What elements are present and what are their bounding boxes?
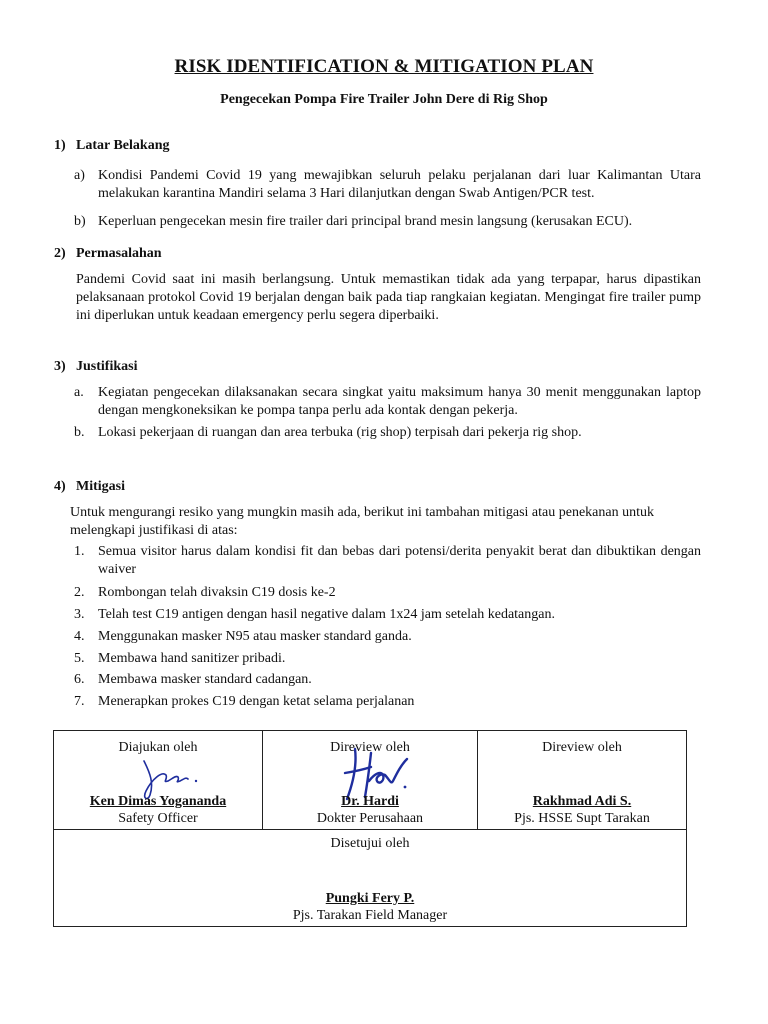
- list-item: 1. Semua visitor harus dalam kondisi fit dan bebas dari potensi/derita penyakit berat dan dibuktikan dengan waiver: [74, 544, 701, 577]
- list-item: 5. Membawa hand sanitizer pribadi.: [74, 651, 286, 666]
- section-heading-justifikasi: 3) Justifikasi: [54, 359, 138, 374]
- list-item: 7. Menerapkan prokes C19 dengan ketat selama perjalanan: [74, 694, 415, 709]
- signature-cell-reviewer-hsse: Direview oleh Rakhmad Adi S. Pjs. HSSE Supt Tarakan: [478, 731, 687, 830]
- section-heading-mitigasi: 4) Mitigasi: [54, 479, 125, 494]
- section-intro: Untuk mengurangi resiko yang mungkin masih ada, berikut ini tambahan mitigasi atau penekanan untuk melengkapi justifikasi di atas:: [70, 505, 654, 538]
- list-item: 4. Menggunakan masker N95 atau masker standard ganda.: [74, 629, 412, 644]
- signature-cell-approver: Disetujui oleh Pungki Fery P. Pjs. Tarakan Field Manager: [54, 830, 687, 927]
- list-item: 3. Telah test C19 antigen dengan hasil negative dalam 1x24 jam setelah kedatangan.: [74, 607, 555, 622]
- list-item: b) Keperluan pengecekan mesin fire trailer dari principal brand mesin langsung (kerusakan ECU).: [74, 214, 633, 229]
- signature-table: [53, 730, 687, 927]
- section-paragraph: Pandemi Covid saat ini masih berlangsung. Untuk memastikan tidak ada yang terpapar, harus dipastikan pelaksanaan protokol Covid 19 berjalan dengan baik pada tiap rangkaian kegiatan. Mengingat fire trailer pump ini diperlukan untuk keadaan emergency perlu segera diperbaiki.: [76, 272, 701, 323]
- list-item: 6. Membawa masker standard cadangan.: [74, 672, 312, 687]
- document-subtitle: Pengecekan Pompa Fire Trailer John Dere di Rig Shop: [220, 92, 548, 107]
- section-heading-permasalahan: 2) Permasalahan: [54, 246, 162, 261]
- list-item: a. Kegiatan pengecekan dilaksanakan secara singkat yaitu maksimum hanya 30 menit menggunakan laptop dengan mengkoneksikan ke pompa tanpa perlu ada kontak dengan pekerja.: [74, 385, 701, 418]
- section-heading-latar-belakang: 1) Latar Belakang: [54, 138, 170, 153]
- signature-cell-reviewer-doctor: Direview oleh Dr. Hardi Dokter Perusahaan: [263, 731, 478, 830]
- signature-cell-submitter: Diajukan oleh Ken Dimas Yogananda Safety Officer: [54, 731, 263, 830]
- document-title: RISK IDENTIFICATION & MITIGATION PLAN: [174, 56, 594, 77]
- list-item: 2. Rombongan telah divaksin C19 dosis ke-2: [74, 585, 336, 600]
- list-item: b. Lokasi pekerjaan di ruangan dan area terbuka (rig shop) terpisah dari pekerja rig shop.: [74, 425, 582, 440]
- list-item: a) Kondisi Pandemi Covid 19 yang mewajibkan seluruh pelaku perjalanan dari luar Kalimantan Utara melakukan karantina Mandiri selama 3 Hari dilanjutkan dengan Swab Antigen/PCR test.: [74, 168, 701, 201]
